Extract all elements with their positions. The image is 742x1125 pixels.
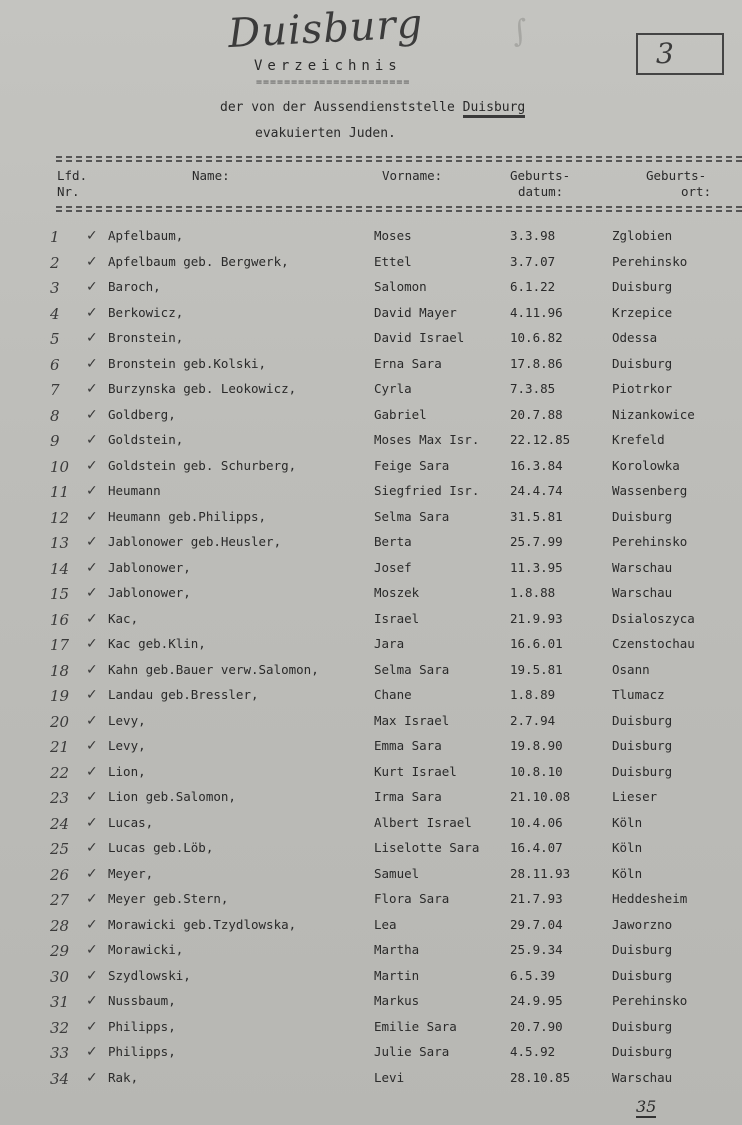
row-geburtsdatum: 21.9.93: [510, 610, 563, 626]
row-number: 32: [50, 1018, 70, 1037]
row-geburtsdatum: 16.3.84: [510, 457, 563, 473]
row-vorname: Martha: [374, 942, 420, 957]
row-vorname: Siegfried Isr.: [374, 483, 480, 498]
row-geburtsdatum: 16.6.01: [510, 636, 563, 651]
header-rule-bottom-2: [56, 210, 742, 212]
row-vorname: Julie Sara: [374, 1044, 450, 1059]
row-geburtsort: Duisburg: [612, 1018, 673, 1034]
row-geburtsdatum: 2.7.94: [510, 712, 556, 728]
row-geburtsort: Duisburg: [612, 763, 673, 779]
row-geburtsort: Duisburg: [612, 738, 673, 753]
col-header-geburtsdatum: [510, 168, 570, 200]
table-row: [0, 815, 742, 840]
row-geburtsort: Köln: [612, 814, 643, 830]
row-vorname: Max Israel: [374, 712, 450, 728]
table-row: [0, 279, 742, 304]
row-vorname: David Israel: [374, 330, 465, 345]
table-row: [0, 509, 742, 534]
row-name: Szydlowski,: [108, 967, 191, 983]
row-geburtsdatum: 16.4.07: [510, 840, 563, 855]
row-name: Levy,: [108, 738, 146, 753]
table-row: [0, 458, 742, 483]
row-number: 20: [50, 712, 70, 731]
row-geburtsort: Duisburg: [612, 712, 673, 728]
checkmark-icon: ✓: [86, 253, 98, 270]
row-geburtsdatum: 24.4.74: [510, 483, 563, 498]
col-header-name: Name:: [192, 168, 230, 183]
checkmark-icon: ✓: [86, 967, 98, 984]
row-number: 9: [50, 432, 60, 450]
row-geburtsort: Krefeld: [612, 432, 665, 447]
row-name: Bronstein,: [108, 330, 184, 345]
row-geburtsort: Jaworzno: [612, 916, 673, 932]
table-row: [0, 968, 742, 993]
row-name: Goldberg,: [108, 406, 176, 422]
table-row: [0, 662, 742, 687]
checkmark-icon: ✓: [86, 508, 98, 525]
row-geburtsdatum: 3.3.98: [510, 228, 556, 243]
table-row: [0, 330, 742, 355]
row-geburtsdatum: 24.9.95: [510, 993, 563, 1008]
row-geburtsort: Czenstochau: [612, 636, 695, 651]
table-row: [0, 381, 742, 406]
row-number: 2: [50, 253, 60, 272]
row-vorname: Jara: [374, 636, 405, 651]
row-geburtsdatum: 19.5.81: [510, 661, 563, 677]
row-vorname: Moses Max Isr.: [374, 432, 480, 447]
row-vorname: Selma Sara: [374, 661, 450, 677]
row-vorname: Liselotte Sara: [374, 840, 480, 855]
row-geburtsdatum: 19.8.90: [510, 738, 563, 753]
row-vorname: Moszek: [374, 585, 420, 600]
row-geburtsort: Duisburg: [612, 355, 673, 371]
row-geburtsort: Warschau: [612, 559, 673, 575]
checkmark-icon: ✓: [86, 712, 98, 729]
row-vorname: Chane: [374, 687, 412, 702]
row-name: Morawicki geb.Tzydlowska,: [108, 916, 297, 932]
checkmark-icon: ✓: [86, 1018, 98, 1035]
row-number: 4: [50, 304, 60, 323]
subtitle-prefix: der von der Aussendienststelle: [220, 100, 455, 115]
row-number: 34: [50, 1069, 70, 1088]
faint-handwriting-mark: ∫: [509, 13, 531, 50]
row-vorname: Berta: [374, 534, 412, 549]
row-vorname: Salomon: [374, 279, 427, 294]
row-geburtsdatum: 1.8.88: [510, 585, 556, 600]
handwritten-page-number: 35: [636, 1097, 657, 1116]
table-row: [0, 305, 742, 330]
checkmark-icon: ✓: [86, 661, 98, 678]
row-name: Jablonower,: [108, 585, 191, 600]
row-geburtsdatum: 11.3.95: [510, 559, 563, 575]
row-name: Burzynska geb. Leokowicz,: [108, 381, 297, 396]
row-number: 29: [50, 942, 70, 960]
row-geburtsdatum: 25.9.34: [510, 942, 563, 957]
row-number: 6: [50, 355, 60, 374]
row-geburtsdatum: 6.1.22: [510, 279, 556, 294]
row-name: Baroch,: [108, 279, 161, 294]
row-vorname: Israel: [374, 610, 420, 626]
row-name: Lucas geb.Löb,: [108, 840, 214, 855]
row-geburtsort: Nizankowice: [612, 406, 695, 422]
checkmark-icon: ✓: [86, 304, 98, 321]
table-row: [0, 560, 742, 585]
box-number: 3: [656, 37, 674, 70]
row-name: Kahn geb.Bauer verw.Salomon,: [108, 661, 319, 677]
row-geburtsdatum: 7.3.85: [510, 381, 556, 396]
col-header-lfd-2: Nr.: [57, 184, 80, 199]
row-name: Jablonower,: [108, 559, 191, 575]
row-name: Berkowicz,: [108, 304, 184, 320]
row-number: 12: [50, 508, 70, 527]
header-rule-top-2: [56, 160, 742, 162]
row-geburtsdatum: 4.11.96: [510, 304, 563, 320]
row-geburtsdatum: 25.7.99: [510, 534, 563, 549]
checkmark-icon: ✓: [86, 406, 98, 423]
row-geburtsdatum: 31.5.81: [510, 508, 563, 524]
row-number: 19: [50, 687, 70, 705]
row-vorname: Albert Israel: [374, 814, 472, 830]
row-number: 5: [50, 330, 60, 348]
row-number: 7: [50, 381, 60, 399]
checkmark-icon: ✓: [86, 738, 98, 754]
checkmark-icon: ✓: [86, 916, 98, 933]
table-row: [0, 840, 742, 865]
row-number: 15: [50, 585, 70, 603]
row-vorname: Flora Sara: [374, 891, 450, 906]
checkmark-icon: ✓: [86, 763, 98, 780]
row-name: Heumann: [108, 483, 161, 498]
table-row: [0, 483, 742, 508]
checkmark-icon: ✓: [86, 228, 98, 244]
checkmark-icon: ✓: [86, 483, 98, 499]
row-geburtsort: Tlumacz: [612, 687, 665, 702]
checkmark-icon: ✓: [86, 942, 98, 958]
row-geburtsort: Korolowka: [612, 457, 680, 473]
row-geburtsort: Krzepice: [612, 304, 673, 320]
row-geburtsort: Odessa: [612, 330, 658, 345]
row-geburtsort: Köln: [612, 865, 643, 881]
row-number: 10: [50, 457, 70, 476]
table-row: [0, 1070, 742, 1095]
row-vorname: Josef: [374, 559, 412, 575]
row-geburtsdatum: 28.11.93: [510, 865, 571, 881]
table-row: [0, 228, 742, 253]
row-number: 1: [50, 228, 60, 246]
row-name: Lucas,: [108, 814, 154, 830]
row-name: Philipps,: [108, 1018, 176, 1034]
row-name: Kac,: [108, 610, 139, 626]
row-name: Rak,: [108, 1069, 139, 1085]
table-row: [0, 407, 742, 432]
checkmark-icon: ✓: [86, 1069, 98, 1086]
subtitle-line2: evakuierten Juden.: [255, 126, 396, 141]
row-number: 25: [50, 840, 70, 858]
table-row: [0, 1019, 742, 1044]
row-geburtsdatum: 29.7.04: [510, 916, 563, 932]
row-geburtsdatum: 21.7.93: [510, 891, 563, 906]
table-row: [0, 534, 742, 559]
row-name: Landau geb.Bressler,: [108, 687, 259, 702]
checkmark-icon: ✓: [86, 865, 98, 882]
row-vorname: Martin: [374, 967, 420, 983]
row-geburtsdatum: 28.10.85: [510, 1069, 571, 1085]
row-vorname: Selma Sara: [374, 508, 450, 524]
row-vorname: Erna Sara: [374, 355, 442, 371]
row-geburtsdatum: 1.8.89: [510, 687, 556, 702]
checkmark-icon: ✓: [86, 432, 98, 448]
col-header-geburtsort-1: Geburts-: [646, 168, 707, 183]
checkmark-icon: ✓: [86, 687, 98, 703]
row-geburtsdatum: 20.7.90: [510, 1018, 563, 1034]
checkmark-icon: ✓: [86, 636, 98, 652]
row-geburtsdatum: 21.10.08: [510, 789, 571, 804]
row-vorname: Moses: [374, 228, 412, 243]
row-number: 23: [50, 789, 70, 807]
row-geburtsdatum: 17.8.86: [510, 355, 563, 371]
checkmark-icon: ✓: [86, 534, 98, 550]
table-row: [0, 687, 742, 712]
table-row: [0, 1044, 742, 1069]
row-geburtsort: Heddesheim: [612, 891, 688, 906]
title-underline: ======================: [256, 77, 411, 88]
row-geburtsort: Dsialoszyca: [612, 610, 695, 626]
table-row: [0, 917, 742, 942]
checkmark-icon: ✓: [86, 610, 98, 627]
checkmark-icon: ✓: [86, 1044, 98, 1060]
row-geburtsort: Piotrkor: [612, 381, 673, 396]
checkmark-icon: ✓: [86, 381, 98, 397]
checkmark-icon: ✓: [86, 355, 98, 372]
row-vorname: Markus: [374, 993, 420, 1008]
row-number: 3: [50, 279, 60, 297]
row-geburtsort: Duisburg: [612, 279, 673, 294]
row-name: Meyer geb.Stern,: [108, 891, 229, 906]
row-geburtsdatum: 3.7.07: [510, 253, 556, 269]
table-row: [0, 866, 742, 891]
table-row: [0, 432, 742, 457]
row-geburtsort: Zglobien: [612, 228, 673, 243]
row-number: 27: [50, 891, 70, 909]
header-rule-bottom: [56, 206, 742, 208]
table-row: [0, 636, 742, 661]
row-name: Meyer,: [108, 865, 154, 881]
row-geburtsort: Köln: [612, 840, 643, 855]
row-vorname: Feige Sara: [374, 457, 450, 473]
row-geburtsdatum: 10.6.82: [510, 330, 563, 345]
checkmark-icon: ✓: [86, 279, 98, 295]
row-number: 16: [50, 610, 70, 629]
row-number: 14: [50, 559, 70, 578]
col-header-lfd: [57, 168, 87, 200]
col-header-lfd-1: Lfd.: [57, 168, 88, 183]
row-geburtsort: Duisburg: [612, 1044, 673, 1059]
checkmark-icon: ✓: [86, 840, 98, 856]
row-name: Lion geb.Salomon,: [108, 789, 236, 804]
row-vorname: Levi: [374, 1069, 405, 1085]
row-name: Goldstein geb. Schurberg,: [108, 457, 297, 473]
row-number: 13: [50, 534, 70, 552]
subtitle-city: Duisburg: [463, 100, 526, 118]
row-geburtsort: Wassenberg: [612, 483, 688, 498]
table-row: [0, 789, 742, 814]
row-number: 30: [50, 967, 70, 986]
row-number: 28: [50, 916, 70, 935]
row-number: 22: [50, 763, 70, 782]
row-geburtsort: Warschau: [612, 1069, 673, 1085]
table-row: [0, 993, 742, 1018]
col-header-vorname: Vorname:: [382, 168, 443, 183]
row-number: 8: [50, 406, 60, 425]
row-name: Nussbaum,: [108, 993, 176, 1008]
row-vorname: Cyrla: [374, 381, 412, 396]
table-row: [0, 611, 742, 636]
header-rule-top: [56, 156, 742, 158]
row-name: Bronstein geb.Kolski,: [108, 355, 267, 371]
row-geburtsort: Lieser: [612, 789, 658, 804]
row-geburtsort: Warschau: [612, 585, 673, 600]
row-name: Apfelbaum geb. Bergwerk,: [108, 253, 289, 269]
checkmark-icon: ✓: [86, 993, 98, 1009]
row-vorname: Samuel: [374, 865, 420, 881]
row-number: 11: [50, 483, 70, 501]
row-name: Kac geb.Klin,: [108, 636, 206, 651]
row-geburtsort: Duisburg: [612, 942, 673, 957]
row-geburtsdatum: 4.5.92: [510, 1044, 556, 1059]
row-vorname: Emma Sara: [374, 738, 442, 753]
checkmark-icon: ✓: [86, 585, 98, 601]
col-header-geburtsort: [646, 168, 711, 200]
table-row: [0, 713, 742, 738]
row-number: 24: [50, 814, 70, 833]
table-row: [0, 738, 742, 763]
row-geburtsdatum: 10.8.10: [510, 763, 563, 779]
checkmark-icon: ✓: [86, 559, 98, 576]
checkmark-icon: ✓: [86, 457, 98, 474]
row-number: 26: [50, 865, 70, 884]
row-vorname: Emilie Sara: [374, 1018, 457, 1034]
checkmark-icon: ✓: [86, 789, 98, 805]
row-vorname: Gabriel: [374, 406, 427, 422]
table-row: [0, 356, 742, 381]
row-vorname: Irma Sara: [374, 789, 442, 804]
row-name: Apfelbaum,: [108, 228, 184, 243]
table-row: [0, 764, 742, 789]
row-vorname: David Mayer: [374, 304, 457, 320]
row-geburtsdatum: 20.7.88: [510, 406, 563, 422]
row-number: 21: [50, 738, 70, 756]
table-row: [0, 891, 742, 916]
row-number: 33: [50, 1044, 70, 1062]
checkmark-icon: ✓: [86, 330, 98, 346]
row-number: 31: [50, 993, 70, 1011]
row-geburtsort: Perehinsko: [612, 253, 688, 269]
row-name: Philipps,: [108, 1044, 176, 1059]
table-row: [0, 254, 742, 279]
subtitle-line1: [220, 100, 525, 115]
row-geburtsdatum: 22.12.85: [510, 432, 571, 447]
row-name: Morawicki,: [108, 942, 184, 957]
col-header-geburtsdatum-2: datum:: [518, 184, 564, 199]
row-geburtsort: Duisburg: [612, 967, 673, 983]
handwritten-city: Duisburg: [226, 0, 425, 58]
row-name: Jablonower geb.Heusler,: [108, 534, 282, 549]
row-geburtsdatum: 6.5.39: [510, 967, 556, 983]
checkmark-icon: ✓: [86, 814, 98, 831]
row-name: Heumann geb.Philipps,: [108, 508, 267, 524]
row-geburtsort: Perehinsko: [612, 534, 688, 549]
row-geburtsort: Perehinsko: [612, 993, 688, 1008]
col-header-geburtsort-2: ort:: [681, 184, 712, 199]
row-vorname: Kurt Israel: [374, 763, 457, 779]
box-number-frame: [636, 33, 724, 75]
row-geburtsort: Duisburg: [612, 508, 673, 524]
table-row: [0, 585, 742, 610]
row-geburtsdatum: 10.4.06: [510, 814, 563, 830]
row-geburtsort: Osann: [612, 661, 650, 677]
row-name: Goldstein,: [108, 432, 184, 447]
row-number: 18: [50, 661, 70, 680]
document-title: Verzeichnis: [254, 58, 402, 74]
checkmark-icon: ✓: [86, 891, 98, 907]
row-name: Lion,: [108, 763, 146, 779]
row-vorname: Lea: [374, 916, 397, 932]
row-name: Levy,: [108, 712, 146, 728]
row-number: 17: [50, 636, 70, 654]
table-row: [0, 942, 742, 967]
col-header-geburtsdatum-1: Geburts-: [510, 168, 571, 183]
row-vorname: Ettel: [374, 253, 412, 269]
